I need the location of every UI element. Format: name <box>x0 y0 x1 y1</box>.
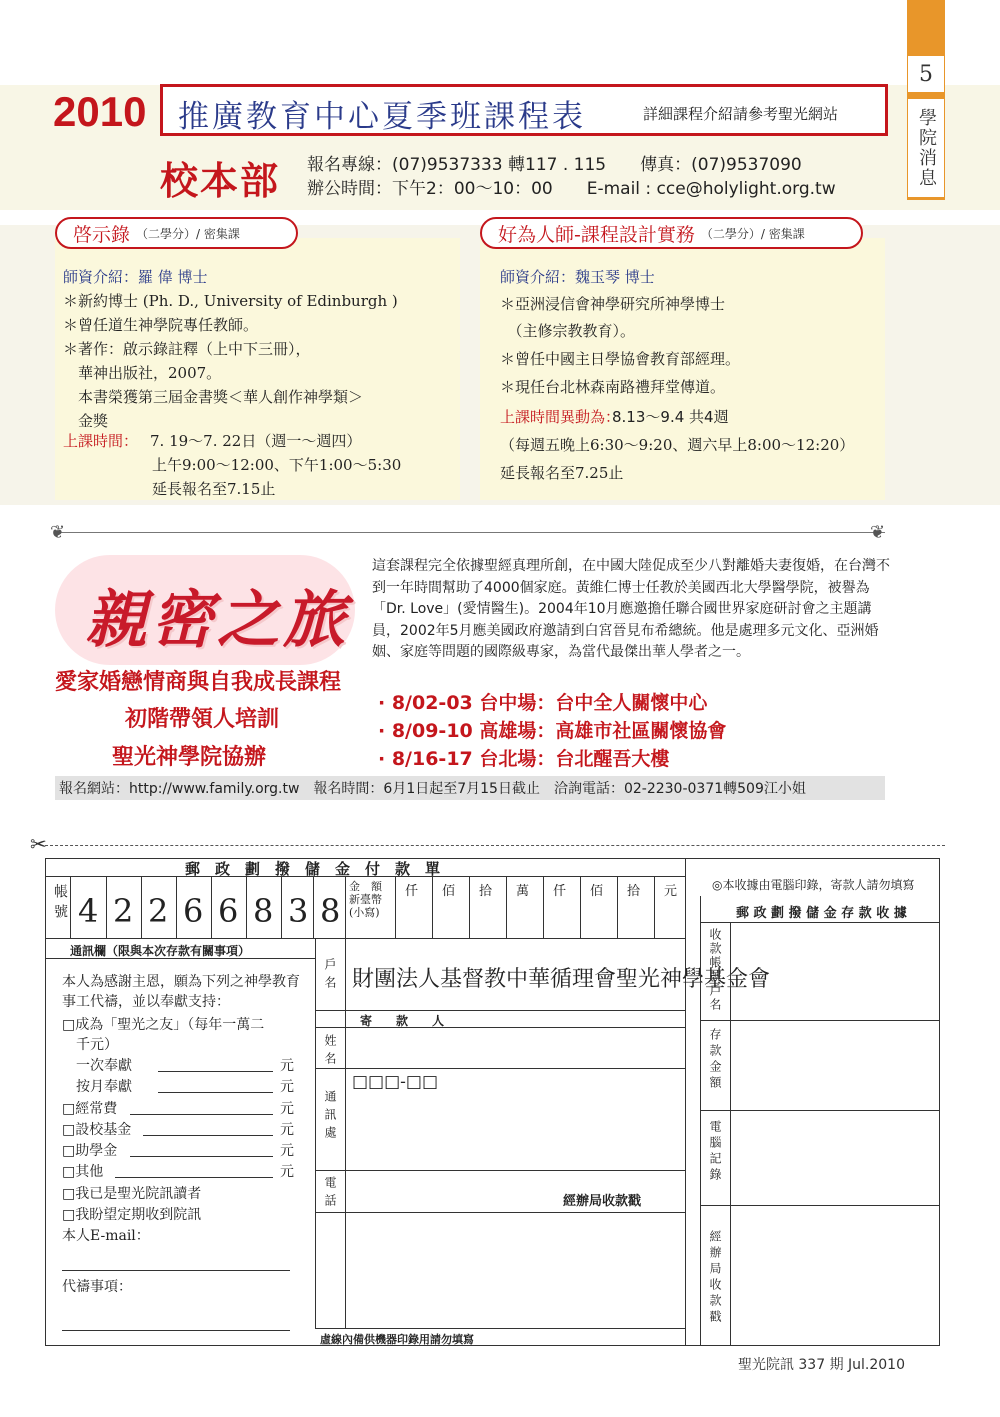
name-label: 姓名 <box>323 1034 337 1070</box>
scissors-icon: ✂ <box>30 832 47 856</box>
account-digit: 8 <box>320 892 341 930</box>
course-subtitle: （二學分）/ 密集課 <box>700 226 805 241</box>
course-line: 金獎 <box>63 412 109 430</box>
course-head-right <box>480 217 863 249</box>
form-line <box>432 876 433 938</box>
unit-label: 元 <box>280 1058 294 1074</box>
form-line <box>345 938 346 1328</box>
form-line <box>395 876 396 938</box>
form-line <box>211 876 212 938</box>
divider-line <box>55 532 885 533</box>
address-label: 通訊處 <box>323 1090 337 1144</box>
payee-name: 財團法人基督教中華循理會聖光神學基金會 <box>352 967 771 992</box>
form-line <box>106 876 107 938</box>
form-line <box>315 1328 685 1329</box>
receipt-row-label: 經辦局收款戳 <box>708 1230 722 1326</box>
form-line <box>313 876 314 938</box>
donate-row[interactable] <box>62 1140 117 1160</box>
amount-unit: 仟 <box>553 884 567 899</box>
form-line <box>70 876 71 938</box>
ornament-icon: ❦ <box>870 522 886 543</box>
teacher-intro: 師資介紹：羅 偉 博士 <box>63 268 208 286</box>
donate-row[interactable] <box>62 1119 131 1139</box>
venue-item: · 8/09-10 高雄場：高雄市社區關懷協會 <box>378 720 727 742</box>
donate-friend-cont: 千元） <box>62 1037 118 1053</box>
phone-line: 報名專線：(07)9537333 轉117 . 115 傳真：(07)9537090 <box>307 155 802 175</box>
form-line <box>506 876 507 938</box>
unit-label: 元 <box>280 1143 294 1159</box>
registration-bar: 報名網站：http://www.family.org.tw 報名時間：6月1日起至7月15日截止 洽詢電話：02-2230-0371轉509江小姐 <box>55 776 885 800</box>
form-line <box>315 1068 685 1069</box>
payment-form <box>45 858 940 1346</box>
email-label: 本人E-mail： <box>62 1228 150 1244</box>
receipt-row-label: 電腦記錄 <box>708 1120 722 1184</box>
course-line: 本書榮獲第三屆金書獎＜華人創作神學類＞ <box>63 388 364 406</box>
donate-row[interactable] <box>62 1055 132 1075</box>
unit-label: 元 <box>280 1122 294 1138</box>
fill-line[interactable] <box>143 1135 273 1136</box>
account-digit: 6 <box>183 892 204 930</box>
form-line <box>580 876 581 938</box>
title-note: 詳細課程介紹請參考聖光網站 <box>643 105 839 123</box>
course-line: ＊亞洲浸信會神學研究所神學博士 <box>500 295 726 313</box>
receipt-title: 郵 政 劃 撥 儲 金 存 款 收 據 <box>736 906 907 921</box>
schedule-line: （每週五晚上6:30～9:20、週六早上8:00～12:20） <box>500 436 855 454</box>
form-line <box>315 1027 685 1028</box>
donate-row-label: 一次奉獻 <box>62 1058 132 1074</box>
course-title: 好為人師-課程設計實務 <box>498 223 695 246</box>
section-label: 學院消息 <box>907 98 945 198</box>
sender-head: 寄 款 人 <box>360 1014 445 1028</box>
email-field[interactable] <box>62 1270 290 1271</box>
promo-subtitle: 初階帶領人培訓 <box>125 707 280 732</box>
account-label: 帳號 <box>52 884 68 924</box>
form-line <box>315 1170 685 1171</box>
reader-checkbox[interactable]: □我已是聖光院訊讀者 <box>62 1186 202 1202</box>
account-digit: 4 <box>78 892 99 930</box>
page-number: 5 <box>907 55 945 93</box>
issue-footer: 聖光院訊 337 期 Jul.2010 <box>737 1357 905 1373</box>
course-title: 啓示錄 <box>73 223 131 246</box>
form-line <box>246 876 247 938</box>
schedule-line: 7. 19～7. 22日（週一～週四） <box>150 432 362 450</box>
fill-line[interactable] <box>130 1156 273 1157</box>
receipt-row-label: 存款金額 <box>708 1028 722 1092</box>
fill-line[interactable] <box>130 1114 273 1115</box>
donate-row-label: □助學金 <box>62 1143 118 1159</box>
receipt-note: ◎本收據由電腦印錄，寄款人請勿填寫 <box>712 878 915 892</box>
payee-label: 戶名 <box>323 958 337 994</box>
unit-label: 元 <box>280 1101 294 1117</box>
form-line <box>345 876 346 938</box>
course-line: 華神出版社，2007。 <box>63 364 222 382</box>
account-digit: 6 <box>218 892 239 930</box>
want-checkbox[interactable]: □我盼望定期收到院訊 <box>62 1207 202 1223</box>
ornament-icon: ❦ <box>50 522 66 543</box>
donate-row-label: □經常費 <box>62 1101 118 1117</box>
account-digit: 3 <box>288 892 309 930</box>
promo-title: 親密之旅 <box>85 583 350 656</box>
form-line <box>469 876 470 938</box>
postal-code-boxes[interactable]: □□□-□□ <box>352 1072 439 1092</box>
donate-row[interactable] <box>62 1076 132 1096</box>
form-line <box>543 876 544 938</box>
account-digit: 2 <box>113 892 134 930</box>
donate-row-label: □其他 <box>62 1164 104 1180</box>
amount-unit: 仟 <box>405 884 419 899</box>
amount-unit: 拾 <box>479 884 493 899</box>
promo-subtitle: 聖光神學院協辦 <box>112 745 267 770</box>
donate-row[interactable] <box>62 1098 117 1118</box>
amount-unit: 佰 <box>442 884 456 899</box>
schedule-line: 上午9:00～12:00、下午1:00～5:30 <box>152 456 402 474</box>
form-title: 郵 政 劃 撥 儲 金 付 款 單 <box>185 860 441 878</box>
form-line <box>700 1110 940 1111</box>
donate-row-label: 按月奉獻 <box>62 1079 132 1095</box>
schedule-label: 上課時間異動為： <box>500 408 621 426</box>
office-stamp-label: 經辦局收款戳 <box>563 1194 642 1209</box>
cut-line <box>45 845 945 846</box>
machine-note: 虛線內備供機器印錄用請勿填寫 <box>320 1333 474 1346</box>
course-line: ＊著作：啟示錄註釋（上中下三冊）， <box>63 340 311 358</box>
amount-label: 金 額 新臺幣 (小寫) <box>349 880 382 919</box>
amount-unit: 元 <box>664 884 678 899</box>
form-line <box>700 922 940 923</box>
office-line: 辦公時間：下午2：00～10：00 E-mail : cce@holylight.org.tw <box>307 179 836 199</box>
form-line <box>281 876 282 938</box>
course-head-left <box>55 217 298 249</box>
amount-unit: 佰 <box>590 884 604 899</box>
phone-label: 電話 <box>323 1176 337 1212</box>
receipt-row-label: 收款帳號戶名 <box>708 928 722 1012</box>
campus-name: 校本部 <box>160 159 281 203</box>
fill-line[interactable] <box>115 1177 273 1178</box>
course-subtitle: （二學分）/ 密集課 <box>136 226 240 241</box>
form-line <box>700 896 701 1346</box>
prayer-field[interactable] <box>62 1330 290 1331</box>
donate-friend[interactable]: □成為「聖光之友」（每年一萬二 <box>62 1017 265 1033</box>
schedule-value: 8.13～9.4 共4週 <box>612 408 729 426</box>
account-digit: 8 <box>253 892 274 930</box>
form-line <box>45 876 685 877</box>
prayer-label: 代禱事項： <box>62 1279 132 1295</box>
form-line <box>315 1010 685 1011</box>
form-line <box>315 1212 685 1213</box>
donate-intro: 本人為感謝主恩，願為下列之神學教育事工代禱，並以奉獻支持： <box>62 974 300 1010</box>
form-line <box>176 876 177 938</box>
form-line <box>730 922 731 1346</box>
unit-label: 元 <box>280 1164 294 1180</box>
form-line <box>700 1205 940 1206</box>
schedule-label: 上課時間： <box>63 432 139 450</box>
notice-head: 通訊欄（限與本次存款有關事項） <box>70 944 251 958</box>
form-line <box>141 876 142 938</box>
year: 2010 <box>53 88 147 135</box>
form-line <box>45 938 685 939</box>
schedule-line: 延長報名至7.15止 <box>152 480 276 498</box>
form-line <box>685 858 686 1346</box>
venue-item: · 8/02-03 台中場：台中全人關懷中心 <box>378 692 708 714</box>
teacher-intro: 師資介紹：魏玉琴 博士 <box>500 268 655 286</box>
unit-label: 元 <box>280 1079 294 1095</box>
account-digit: 2 <box>148 892 169 930</box>
fill-line[interactable] <box>158 1071 273 1072</box>
donate-row[interactable] <box>62 1161 103 1181</box>
form-line <box>315 938 316 1328</box>
fill-line[interactable] <box>158 1092 273 1093</box>
course-line: ＊新約博士 (Ph. D., University of Edinburgh ) <box>63 292 398 310</box>
venue-item: · 8/16-17 台北場：台北醒吾大樓 <box>378 748 670 770</box>
promo-paragraph: 這套課程完全依據聖經真理所創，在中國大陸促成至少八對離婚夫妻復婚，在台灣不到一年時間幫助了4000個家庭。黃維仁博士任教於美國西北大學醫學院，被譽為「Dr. Love」(愛情醫生)。2004年10月應邀擔任聯合國世界家庭研討會之主題講員，2002年5月應美國政府邀請到白宮晉見布希總統。他是處理多元文化、亞洲婚姻、家庭等問題的國際級專家，為當代最傑出華人學者之一。 <box>372 558 890 660</box>
promo-subtitle: 愛家婚戀情商與自我成長課程 <box>55 670 342 695</box>
course-line: ＊曾任中國主日學協會教育部經理。 <box>500 350 741 368</box>
form-line <box>617 876 618 938</box>
form-line <box>700 1020 940 1021</box>
course-line: （主修宗教教育）。 <box>500 322 636 340</box>
donate-row-label: □設校基金 <box>62 1122 132 1138</box>
course-line: ＊現任台北林森南路禮拜堂傳道。 <box>500 378 726 396</box>
schedule-line: 延長報名至7.25止 <box>500 464 624 482</box>
form-line <box>654 876 655 938</box>
course-line: ＊曾任道生神學院專任教師。 <box>63 316 259 334</box>
amount-unit: 萬 <box>516 884 530 899</box>
amount-unit: 拾 <box>627 884 641 899</box>
form-line <box>45 958 315 959</box>
page-title: 推廣教育中心夏季班課程表 <box>178 99 586 135</box>
